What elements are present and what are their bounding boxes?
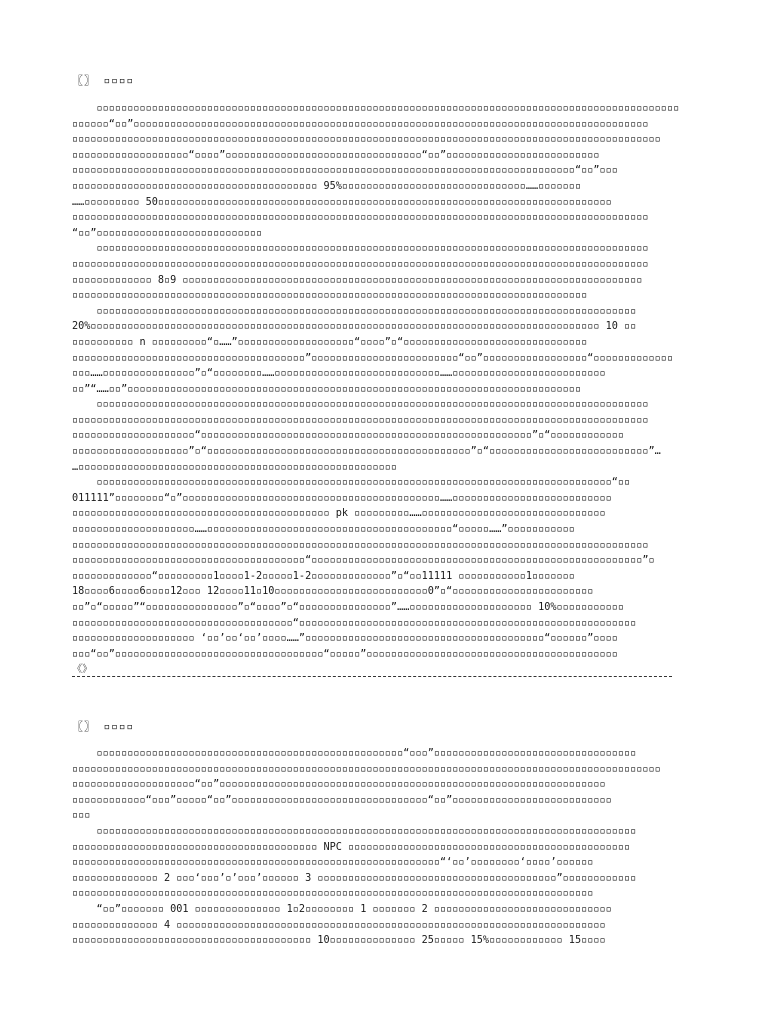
text-line: ▫▫”“……▫▫”▫▫▫▫▫▫▫▫▫▫▫▫▫▫▫▫▫▫▫▫▫▫▫▫▫▫▫▫▫▫▫▫▫▫▫▫▫▫▫▫▫▫▫▫▫▫▫▫▫▫▫▫▫▫▫▫▫▫▫▫▫▫▫▫▫▫▫▫▫▫▫▫▫▫ bbox=[72, 383, 582, 395]
text-line: “▫▫”▫▫▫▫▫▫▫ 001 ▫▫▫▫▫▫▫▫▫▫▫▫▫▫ 1▫2▫▫▫▫▫▫▫▫ 1 ▫▫▫▫▫▫▫ 2 ▫▫▫▫▫▫▫▫▫▫▫▫▫▫▫▫▫▫▫▫▫▫▫▫▫▫▫▫▫ bbox=[72, 903, 612, 915]
text-line: ▫▫▫▫▫▫▫▫▫▫▫▫▫“▫▫▫▫▫▫▫▫▫1▫▫▫▫1-2▫▫▫▫▫1-2▫▫▫▫▫▫▫▫▫▫▫▫▫”▫“▫▫11111 ▫▫▫▫▫▫▫▫▫▫▫1▫▫▫▫▫▫▫ bbox=[72, 570, 575, 582]
text-line: ▫▫▫▫▫▫▫▫▫▫ n ▫▫▫▫▫▫▫▫▫“▫……”▫▫▫▫▫▫▫▫▫▫▫▫▫▫▫▫▫▫▫“▫▫▫▫”▫“▫▫▫▫▫▫▫▫▫▫▫▫▫▫▫▫▫▫▫▫▫▫▫▫▫▫▫▫▫▫ bbox=[72, 336, 588, 348]
text-line: ▫▫▫▫▫▫▫▫▫▫▫▫▫▫▫▫▫▫▫▫▫▫▫▫▫▫▫▫▫▫▫▫▫▫▫▫▫▫▫▫▫▫▫▫▫▫▫▫▫▫▫▫▫▫▫▫▫▫▫▫▫▫▫▫▫▫▫▫▫▫▫▫▫▫▫▫▫▫▫▫▫▫▫▫“▫▫ bbox=[72, 477, 631, 489]
text-line: ▫▫▫▫▫▫▫▫▫▫▫▫▫▫▫▫▫▫▫▫▫▫▫▫▫▫▫▫▫▫▫▫▫▫▫▫▫▫▫▫▫▫ pk ▫▫▫▫▫▫▫▫▫……▫▫▫▫▫▫▫▫▫▫▫▫▫▫▫▫▫▫▫▫▫▫▫▫▫▫▫▫▫▫ bbox=[72, 508, 606, 520]
text-line: ▫▫▫▫▫▫▫▫▫▫▫▫▫▫▫▫▫▫▫▫▫▫▫▫▫▫▫▫▫▫▫▫▫▫▫▫▫▫▫▫▫▫▫▫▫▫▫▫▫▫“▫▫▫”▫▫▫▫▫▫▫▫▫▫▫▫▫▫▫▫▫▫▫▫▫▫▫▫▫▫▫▫▫▫▫▫▫ bbox=[72, 748, 637, 759]
text-line: ▫▫▫▫▫▫▫▫▫▫▫▫▫▫▫▫▫▫▫▫▫▫▫▫▫▫▫▫▫▫▫▫▫▫▫▫▫▫▫▫▫▫▫▫▫▫▫▫▫▫▫▫▫▫▫▫▫▫▫▫▫▫▫▫▫▫▫▫▫▫▫▫▫▫▫▫▫▫▫▫▫▫▫▫▫ bbox=[72, 888, 594, 900]
section-divider bbox=[72, 676, 672, 677]
text-line: ▫▫▫▫▫▫▫▫▫▫▫▫▫▫▫▫▫▫▫▫▫▫▫▫▫▫▫▫▫▫▫▫▫▫▫▫▫▫▫▫▫▫▫▫▫▫▫▫▫▫▫▫▫▫▫▫▫▫▫▫▫▫▫▫▫▫▫▫▫▫▫▫▫▫▫▫▫▫▫▫▫▫“▫▫”▫▫▫ bbox=[72, 165, 618, 177]
text-line: ▫▫▫▫▫▫▫▫▫▫▫▫▫▫▫▫▫▫▫▫▫▫▫▫▫▫▫▫▫▫▫▫▫▫▫▫▫▫▫▫ NPC ▫▫▫▫▫▫▫▫▫▫▫▫▫▫▫▫▫▫▫▫▫▫▫▫▫▫▫▫▫▫▫▫▫▫▫▫▫▫▫▫▫▫▫▫▫▫ bbox=[72, 841, 631, 853]
text-line: ▫▫▫▫▫▫“▫▫”▫▫▫▫▫▫▫▫▫▫▫▫▫▫▫▫▫▫▫▫▫▫▫▫▫▫▫▫▫▫▫▫▫▫▫▫▫▫▫▫▫▫▫▫▫▫▫▫▫▫▫▫▫▫▫▫▫▫▫▫▫▫▫▫▫▫▫▫▫▫▫▫▫▫▫▫▫▫▫▫▫▫▫▫ bbox=[72, 118, 649, 130]
section-2-title: 〖〗 ▫▫▫▫ bbox=[72, 720, 135, 733]
section-2-body bbox=[72, 746, 704, 949]
text-line: ▫▫▫▫▫▫▫▫▫▫▫▫“▫▫▫”▫▫▫▫▫“▫▫”▫▫▫▫▫▫▫▫▫▫▫▫▫▫▫▫▫▫▫▫▫▫▫▫▫▫▫▫▫▫▫▫“▫▫”▫▫▫▫▫▫▫▫▫▫▫▫▫▫▫▫▫▫▫▫▫▫▫▫▫▫ bbox=[72, 794, 612, 806]
text-line: ▫▫▫▫▫▫▫▫▫▫▫▫▫ 8▫9 ▫▫▫▫▫▫▫▫▫▫▫▫▫▫▫▫▫▫▫▫▫▫▫▫▫▫▫▫▫▫▫▫▫▫▫▫▫▫▫▫▫▫▫▫▫▫▫▫▫▫▫▫▫▫▫▫▫▫▫▫▫▫▫▫▫▫▫▫▫▫▫▫▫▫▫ bbox=[72, 274, 643, 286]
text-line: ▫▫▫▫▫▫▫▫▫▫▫▫▫▫▫▫▫▫▫”▫“▫▫▫▫▫▫▫▫▫▫▫▫▫▫▫▫▫▫▫▫▫▫▫▫▫▫▫▫▫▫▫▫▫▫▫▫▫▫▫▫▫▫▫”▫“▫▫▫▫▫▫▫▫▫▫▫▫▫▫▫▫▫▫▫▫▫▫▫▫▫▫”… bbox=[72, 446, 661, 458]
text-line: ▫▫▫▫▫▫▫▫▫▫▫▫▫▫▫▫▫▫▫▫▫▫▫▫▫▫▫▫▫▫▫▫▫▫▫▫▫▫▫▫▫▫▫▫▫▫▫▫▫▫▫▫▫▫▫▫▫▫▫▫▫▫▫▫▫▫▫▫▫▫▫▫▫▫▫▫▫▫▫▫▫▫▫▫▫▫▫▫▫▫▫▫▫▫ bbox=[72, 414, 649, 426]
text-line: ▫▫▫▫▫▫▫▫▫▫▫▫▫▫▫▫▫▫▫▫▫▫▫▫▫▫▫▫▫▫▫▫▫▫▫▫▫▫▫ 10▫▫▫▫▫▫▫▫▫▫▫▫▫▫ 25▫▫▫▫▫ 15%▫▫▫▫▫▫▫▫▫▫▫▫ 15▫▫▫▫ bbox=[72, 935, 606, 947]
section-1-title: 〖〗 ▫▫▫▫ bbox=[72, 74, 135, 87]
text-line: ▫▫▫▫▫▫▫▫▫▫▫▫▫▫▫▫▫▫▫▫▫▫▫▫▫▫▫▫▫▫▫▫▫▫▫▫▫▫▫▫▫▫▫▫▫▫▫▫▫▫▫▫▫▫▫▫▫▫▫▫▫▫▫▫▫▫▫▫▫▫▫▫▫▫▫▫▫▫▫▫▫▫▫▫▫▫▫▫▫▫▫▫▫▫ bbox=[72, 212, 649, 224]
text-line: ▫▫▫▫▫▫▫▫▫▫▫▫▫▫▫▫▫▫▫▫▫▫▫▫▫▫▫▫▫▫▫▫▫▫▫▫▫▫▫▫ 95%▫▫▫▫▫▫▫▫▫▫▫▫▫▫▫▫▫▫▫▫▫▫▫▫▫▫▫▫▫▫……▫▫▫▫▫▫▫ bbox=[72, 180, 582, 192]
text-line: ▫▫▫▫▫▫▫▫▫▫▫▫▫▫ 4 ▫▫▫▫▫▫▫▫▫▫▫▫▫▫▫▫▫▫▫▫▫▫▫▫▫▫▫▫▫▫▫▫▫▫▫▫▫▫▫▫▫▫▫▫▫▫▫▫▫▫▫▫▫▫▫▫▫▫▫▫▫▫▫▫▫▫▫▫▫▫ bbox=[72, 919, 606, 931]
text-line: 011111”▫▫▫▫▫▫▫▫“▫”▫▫▫▫▫▫▫▫▫▫▫▫▫▫▫▫▫▫▫▫▫▫▫▫▫▫▫▫▫▫▫▫▫▫▫▫▫▫▫▫▫▫……▫▫▫▫▫▫▫▫▫▫▫▫▫▫▫▫▫▫▫▫▫▫▫▫▫▫ bbox=[72, 492, 612, 504]
text-line: ▫▫▫▫▫▫▫▫▫▫▫▫▫▫▫▫▫▫▫▫……▫▫▫▫▫▫▫▫▫▫▫▫▫▫▫▫▫▫▫▫▫▫▫▫▫▫▫▫▫▫▫▫▫▫▫▫▫▫▫▫“▫▫▫▫▫……”▫▫▫▫▫▫▫▫▫▫▫ bbox=[72, 524, 575, 536]
text-line: 《》 bbox=[72, 664, 93, 676]
text-line: ▫▫▫▫▫▫▫▫▫▫▫▫▫▫▫▫▫▫▫▫▫▫▫▫▫▫▫▫▫▫▫▫▫▫▫▫▫▫▫▫▫▫▫▫▫▫▫▫▫▫▫▫▫▫▫▫▫▫▫▫▫▫▫▫▫▫▫▫▫▫▫▫▫▫▫▫▫▫▫▫▫▫▫▫▫▫▫▫ bbox=[72, 305, 637, 317]
text-line: “▫▫”▫▫▫▫▫▫▫▫▫▫▫▫▫▫▫▫▫▫▫▫▫▫▫▫▫▫▫ bbox=[72, 227, 263, 239]
text-line: ▫▫▫▫▫▫▫▫▫▫▫▫▫▫▫▫▫▫▫▫▫▫▫▫▫▫▫▫▫▫▫▫▫▫▫▫▫▫“▫▫▫▫▫▫▫▫▫▫▫▫▫▫▫▫▫▫▫▫▫▫▫▫▫▫▫▫▫▫▫▫▫▫▫▫▫▫▫▫▫▫▫▫▫▫▫▫▫▫▫▫▫▫”▫ bbox=[72, 555, 655, 567]
text-line: 18▫▫▫▫6▫▫▫▫6▫▫▫▫12▫▫▫ 12▫▫▫▫11▫10▫▫▫▫▫▫▫▫▫▫▫▫▫▫▫▫▫▫▫▫▫▫▫▫▫0”▫“▫▫▫▫▫▫▫▫▫▫▫▫▫▫▫▫▫▫▫▫▫▫▫ bbox=[72, 586, 594, 598]
text-line: ▫▫▫▫▫▫▫▫▫▫▫▫▫▫▫▫▫▫▫▫▫▫▫▫▫▫▫▫▫▫▫▫▫▫▫▫▫▫▫▫▫▫▫▫▫▫▫▫▫▫▫▫▫▫▫▫▫▫▫▫▫▫▫▫▫▫▫▫▫▫▫▫▫▫▫▫▫▫▫▫▫▫▫▫ bbox=[72, 290, 588, 302]
text-line: 20%▫▫▫▫▫▫▫▫▫▫▫▫▫▫▫▫▫▫▫▫▫▫▫▫▫▫▫▫▫▫▫▫▫▫▫▫▫▫▫▫▫▫▫▫▫▫▫▫▫▫▫▫▫▫▫▫▫▫▫▫▫▫▫▫▫▫▫▫▫▫▫▫▫▫▫▫▫▫▫▫▫▫▫ 10 ▫▫ bbox=[72, 321, 637, 333]
text-line: ▫▫▫▫▫▫▫▫▫▫▫▫▫▫▫▫▫▫▫▫“▫▫▫▫▫▫▫▫▫▫▫▫▫▫▫▫▫▫▫▫▫▫▫▫▫▫▫▫▫▫▫▫▫▫▫▫▫▫▫▫▫▫▫▫▫▫▫▫▫▫▫▫▫▫”▫“▫▫▫▫▫▫▫▫▫▫▫▫ bbox=[72, 430, 625, 442]
text-line: ▫▫▫ bbox=[72, 810, 91, 822]
text-line: ▫▫▫▫▫▫▫▫▫▫▫▫▫▫▫▫▫▫▫▫▫▫▫▫▫▫▫▫▫▫▫▫▫▫▫▫▫▫▫▫▫▫▫▫▫▫▫▫▫▫▫▫▫▫▫▫▫▫▫▫▫▫▫▫▫▫▫▫▫▫▫▫▫▫▫▫▫▫▫▫▫▫▫▫▫▫▫▫▫▫▫▫▫▫ bbox=[72, 539, 649, 551]
section-1-body bbox=[72, 101, 704, 678]
text-line: ▫▫▫▫▫▫▫▫▫▫▫▫▫▫▫▫▫▫▫▫▫▫▫▫▫▫▫▫▫▫▫▫▫▫▫▫▫▫▫▫▫▫▫▫▫▫▫▫▫▫▫▫▫▫▫▫▫▫▫▫“‘▫▫’▫▫▫▫▫▫▫▫‘▫▫▫▫’▫▫▫▫▫▫ bbox=[72, 857, 594, 869]
text-line: ▫▫▫▫▫▫▫▫▫▫▫▫▫▫ 2 ▫▫▫‘▫▫▫’▫’▫▫▫’▫▫▫▫▫▫ 3 ▫▫▫▫▫▫▫▫▫▫▫▫▫▫▫▫▫▫▫▫▫▫▫▫▫▫▫▫▫▫▫▫▫▫▫▫▫▫▫”▫▫▫▫▫▫▫▫▫▫▫▫ bbox=[72, 872, 637, 884]
text-line: ▫▫▫▫▫▫▫▫▫▫▫▫▫▫▫▫▫▫▫▫▫▫▫▫▫▫▫▫▫▫▫▫▫▫▫▫▫▫▫▫▫▫▫▫▫▫▫▫▫▫▫▫▫▫▫▫▫▫▫▫▫▫▫▫▫▫▫▫▫▫▫▫▫▫▫▫▫▫▫▫▫▫▫▫▫▫▫▫▫▫ bbox=[72, 243, 649, 255]
text-line: ▫▫▫……▫▫▫▫▫▫▫▫▫▫▫▫▫▫▫”▫“▫▫▫▫▫▫▫▫……▫▫▫▫▫▫▫▫▫▫▫▫▫▫▫▫▫▫▫▫▫▫▫▫▫▫▫……▫▫▫▫▫▫▫▫▫▫▫▫▫▫▫▫▫▫▫▫▫▫▫▫▫ bbox=[72, 368, 606, 380]
text-line: ▫▫▫▫▫▫▫▫▫▫▫▫▫▫▫▫▫▫▫▫▫▫▫▫▫▫▫▫▫▫▫▫▫▫▫▫▫▫▫▫▫▫▫▫▫▫▫▫▫▫▫▫▫▫▫▫▫▫▫▫▫▫▫▫▫▫▫▫▫▫▫▫▫▫▫▫▫▫▫▫▫▫▫▫▫▫▫▫▫▫▫▫▫▫ bbox=[72, 258, 649, 270]
text-line: ▫▫▫▫▫▫▫▫▫▫▫▫▫▫▫▫▫▫▫▫▫▫▫▫▫▫▫▫▫▫▫▫▫▫▫▫▫▫▫▫▫▫▫▫▫▫▫▫▫▫▫▫▫▫▫▫▫▫▫▫▫▫▫▫▫▫▫▫▫▫▫▫▫▫▫▫▫▫▫▫▫▫▫▫▫▫▫▫▫▫▫▫▫▫▫ bbox=[72, 103, 680, 114]
text-line: ▫▫▫▫▫▫▫▫▫▫▫▫▫▫▫▫▫▫▫“▫▫▫▫”▫▫▫▫▫▫▫▫▫▫▫▫▫▫▫▫▫▫▫▫▫▫▫▫▫▫▫▫▫▫▫▫“▫▫”▫▫▫▫▫▫▫▫▫▫▫▫▫▫▫▫▫▫▫▫▫▫▫▫▫ bbox=[72, 149, 600, 161]
text-line: ▫▫▫▫▫▫▫▫▫▫▫▫▫▫▫▫▫▫▫▫▫▫▫▫▫▫▫▫▫▫▫▫▫▫▫▫▫▫”▫▫▫▫▫▫▫▫▫▫▫▫▫▫▫▫▫▫▫▫▫▫▫▫“▫▫”▫▫▫▫▫▫▫▫▫▫▫▫▫▫▫▫▫“▫▫▫▫▫▫▫▫▫▫▫▫▫ bbox=[72, 352, 674, 364]
text-line: ▫▫▫▫▫▫▫▫▫▫▫▫▫▫▫▫▫▫▫▫▫▫▫▫▫▫▫▫▫▫▫▫▫▫▫▫▫▫▫▫▫▫▫▫▫▫▫▫▫▫▫▫▫▫▫▫▫▫▫▫▫▫▫▫▫▫▫▫▫▫▫▫▫▫▫▫▫▫▫▫▫▫▫▫▫▫▫▫▫▫▫▫▫▫▫▫ bbox=[72, 134, 661, 146]
text-line: ▫▫▫▫▫▫▫▫▫▫▫▫▫▫▫▫▫▫▫▫“▫▫”▫▫▫▫▫▫▫▫▫▫▫▫▫▫▫▫▫▫▫▫▫▫▫▫▫▫▫▫▫▫▫▫▫▫▫▫▫▫▫▫▫▫▫▫▫▫▫▫▫▫▫▫▫▫▫▫▫▫▫▫▫▫▫ bbox=[72, 779, 606, 791]
text-line: ▫▫▫▫▫▫▫▫▫▫▫▫▫▫▫▫▫▫▫▫▫▫▫▫▫▫▫▫▫▫▫▫▫▫▫▫“▫▫▫▫▫▫▫▫▫▫▫▫▫▫▫▫▫▫▫▫▫▫▫▫▫▫▫▫▫▫▫▫▫▫▫▫▫▫▫▫▫▫▫▫▫▫▫▫▫▫▫▫▫▫▫ bbox=[72, 617, 637, 629]
text-line: ▫▫▫▫▫▫▫▫▫▫▫▫▫▫▫▫▫▫▫▫ ‘▫▫’▫▫‘▫▫’▫▫▫▫……”▫▫▫▫▫▫▫▫▫▫▫▫▫▫▫▫▫▫▫▫▫▫▫▫▫▫▫▫▫▫▫▫▫▫▫▫▫▫▫“▫▫▫▫▫▫”▫▫▫▫ bbox=[72, 633, 618, 645]
text-line: ▫▫”▫“▫▫▫▫▫”“▫▫▫▫▫▫▫▫▫▫▫▫▫▫▫”▫“▫▫▫▫”▫“▫▫▫▫▫▫▫▫▫▫▫▫▫▫▫”……▫▫▫▫▫▫▫▫▫▫▫▫▫▫▫▫▫▫▫▫ 10%▫▫▫▫▫▫▫▫▫▫▫ bbox=[72, 602, 625, 613]
text-line: ▫▫▫“▫▫”▫▫▫▫▫▫▫▫▫▫▫▫▫▫▫▫▫▫▫▫▫▫▫▫▫▫▫▫▫▫▫▫▫▫“▫▫▫▫▫”▫▫▫▫▫▫▫▫▫▫▫▫▫▫▫▫▫▫▫▫▫▫▫▫▫▫▫▫▫▫▫▫▫▫▫▫▫▫▫▫▫ bbox=[72, 648, 618, 660]
text-line: ▫▫▫▫▫▫▫▫▫▫▫▫▫▫▫▫▫▫▫▫▫▫▫▫▫▫▫▫▫▫▫▫▫▫▫▫▫▫▫▫▫▫▫▫▫▫▫▫▫▫▫▫▫▫▫▫▫▫▫▫▫▫▫▫▫▫▫▫▫▫▫▫▫▫▫▫▫▫▫▫▫▫▫▫▫▫▫▫ bbox=[72, 825, 637, 837]
text-line: ▫▫▫▫▫▫▫▫▫▫▫▫▫▫▫▫▫▫▫▫▫▫▫▫▫▫▫▫▫▫▫▫▫▫▫▫▫▫▫▫▫▫▫▫▫▫▫▫▫▫▫▫▫▫▫▫▫▫▫▫▫▫▫▫▫▫▫▫▫▫▫▫▫▫▫▫▫▫▫▫▫▫▫▫▫▫▫▫▫▫ bbox=[72, 399, 649, 411]
text-line: …▫▫▫▫▫▫▫▫▫▫▫▫▫▫▫▫▫▫▫▫▫▫▫▫▫▫▫▫▫▫▫▫▫▫▫▫▫▫▫▫▫▫▫▫▫▫▫▫▫▫▫▫ bbox=[72, 461, 398, 473]
text-line: ▫▫▫▫▫▫▫▫▫▫▫▫▫▫▫▫▫▫▫▫▫▫▫▫▫▫▫▫▫▫▫▫▫▫▫▫▫▫▫▫▫▫▫▫▫▫▫▫▫▫▫▫▫▫▫▫▫▫▫▫▫▫▫▫▫▫▫▫▫▫▫▫▫▫▫▫▫▫▫▫▫▫▫▫▫▫▫▫▫▫▫▫▫▫▫▫ bbox=[72, 763, 661, 775]
text-line: ……▫▫▫▫▫▫▫▫▫ 50▫▫▫▫▫▫▫▫▫▫▫▫▫▫▫▫▫▫▫▫▫▫▫▫▫▫▫▫▫▫▫▫▫▫▫▫▫▫▫▫▫▫▫▫▫▫▫▫▫▫▫▫▫▫▫▫▫▫▫▫▫▫▫▫▫▫▫▫▫▫▫▫▫▫ bbox=[72, 196, 612, 208]
